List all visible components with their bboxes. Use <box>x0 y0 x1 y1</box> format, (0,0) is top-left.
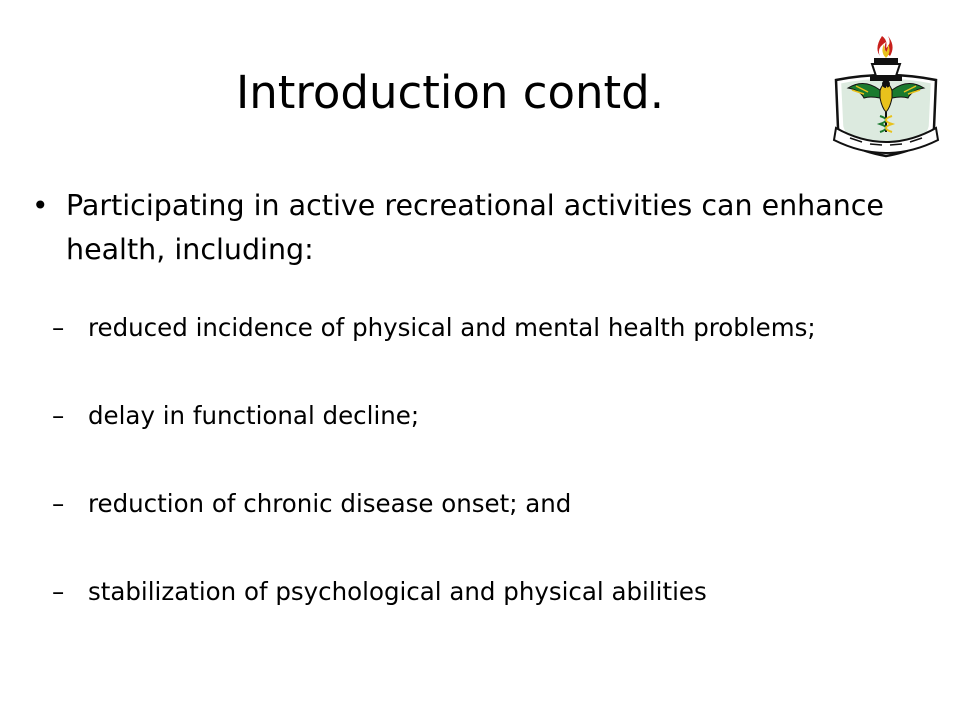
sub-bullet-text: reduced incidence of physical and mental health problems; <box>88 313 816 342</box>
university-crest-icon <box>830 32 942 158</box>
dash-icon: – <box>52 577 65 606</box>
dash-icon: – <box>52 401 65 430</box>
sub-bullet-item <box>30 396 930 435</box>
dash-icon: – <box>52 313 65 342</box>
dash-icon: – <box>52 489 65 518</box>
sub-bullet-text: reduction of chronic disease onset; and <box>88 489 572 518</box>
bullet-dot-icon: • <box>32 189 49 222</box>
main-bullet-text: Participating in active recreational activities can enhance health, including: <box>66 189 884 266</box>
sub-bullet-text: delay in functional decline; <box>88 401 420 430</box>
sub-bullet-item <box>30 308 930 347</box>
slide-body <box>30 184 930 611</box>
main-bullet <box>30 184 930 272</box>
slide-title: Introduction contd. <box>235 66 665 119</box>
sub-bullet-text: stabilization of psychological and physical abilities <box>88 577 707 606</box>
sub-bullet-list <box>30 308 930 611</box>
sub-bullet-item <box>30 484 930 523</box>
sub-bullet-item <box>30 572 930 611</box>
